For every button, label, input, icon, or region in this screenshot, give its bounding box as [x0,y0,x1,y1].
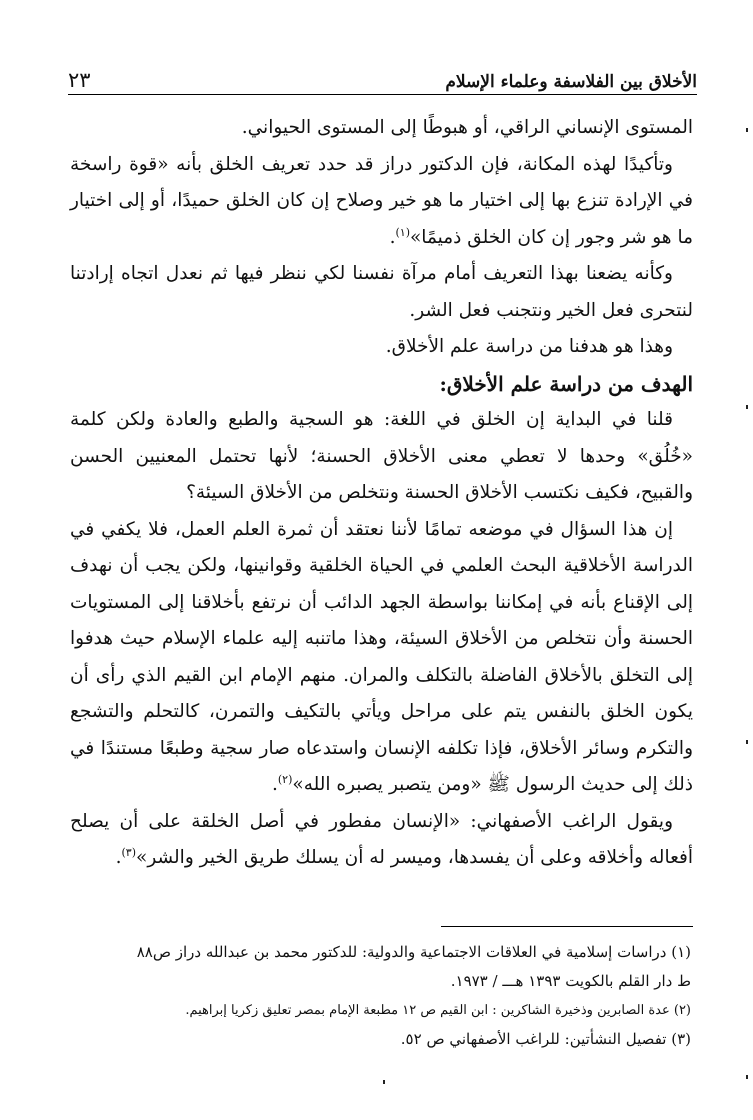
paragraph-7: ويقول الراغب الأصفهاني: «الإنسان مفطور في أصل الخلقة على أن يصلح أفعاله وأخلاقه وعلى أن يفسدها، وميسر له أن يسلك طريق الخير والشر»$^{(٣)}$. [70,810,693,868]
scan-edge-mark [746,1075,748,1079]
paragraph-6-text: إن هذا السؤال في موضعه تمامًا لأننا نعتقد أن ثمرة العلم العمل، فلا يكفي في الدراسة الأخلاقية البحث العلمي في الحياة الخلقية وقوانينها، ولكن يجب أن نهدف إلى الإقناع بأنه في إمكاننا بواسطة الجهد الدائب أن نرتفع بأخلاقنا إلى المستويات الحسنة وأن نتخلص من الأخلاق السيئة، وهذا ماتنبه إليه علماء الإسلام حيث هدفوا إلى التخلق بالأخلاق الفاضلة بالتكلف والمران. منهم الإمام ابن القيم الذي رأى أن يكون الخلق بالنفس يتم على مراحل ويأتي بالتكيف والتمرن، كالتحلم والتشجع والتكرم وسائر الأخلاق، فإذا تكلفه الإنسان واستدعاه صار سجية وطبعًا مستندًا في ذلك إلى حديث الرسول ﷺ «ومن يتصبر يصبره الله» [70,518,693,795]
paragraph-5: قلنا في البداية إن الخلق في اللغة: هو السجية والطبع والعادة ولكن كلمة «خُلُق» وحدها لا تعطي معنى الأخلاق الحسنة؛ لأنها تحتمل المعنيين الحسن والقبيح، فكيف نكتسب الأخلاق الحسنة ونتخلص من الأخلاق السيئة؟ [70,409,693,503]
footnote-ref-3: (٣) [121,845,137,859]
paragraph-6: إن هذا السؤال في موضعه تمامًا لأننا نعتقد أن ثمرة العلم العمل، فلا يكفي في الدراسة الأخلاقية البحث العلمي في الحياة الخلقية وقوانينها، ولكن يجب أن نهدف إلى الإقناع بأنه في إمكاننا بواسطة الجهد الدائب أن نرتفع بأخلاقنا إلى المستويات الحسنة وأن نتخلص من الأخلاق السيئة، وهذا ماتنبه إليه علماء الإسلام حيث هدفوا إلى التخلق بالأخلاق الفاضلة بالتكلف والمران. منهم الإمام ابن القيم الذي رأى أن يكون الخلق بالنفس يتم على مراحل ويأتي بالتكيف والتمرن، كالتحلم والتشجع والتكرم وسائر الأخلاق، فإذا تكلفه الإنسان واستدعاه صار سجية وطبعًا مستندًا في ذلك إلى حديث الرسول ﷺ «ومن يتصبر يصبره الله»$^{(٢)}$. [70,518,693,795]
footnote-divider [441,926,693,927]
scan-edge-mark [383,1080,385,1084]
scan-edge-mark [746,128,748,132]
scan-edge-mark [746,405,748,409]
header-title: الأخلاق بين الفلاسفة وعلماء الإسلام [445,72,697,92]
section-heading: الهدف من دراسة علم الأخلاق: [439,371,693,396]
paragraph-3: وكأنه يضعنا بهذا التعريف أمام مرآة نفسنا لكي ننظر فيها ثم نعدل اتجاه إرادتنا لنتحرى فعل الخير ونتجنب فعل الشر. [70,263,693,321]
page-number: ٢٣ [68,68,91,92]
body-text [70,110,693,877]
footnote-1-line-1: (١) دراسات إسلامية في العلاقات الاجتماعية والدولية: للدكتور محمد بن عبدالله دراز ص٨٨ [136,943,691,961]
paragraph-7-text: ويقول الراغب الأصفهاني: «الإنسان مفطور في أصل الخلقة على أن يصلح أفعاله وأخلاقه وعلى أن يفسدها، وميسر له أن يسلك طريق الخير والشر» [70,810,693,868]
scan-edge-mark [746,740,748,744]
footnote-ref-2: (٢) [277,772,293,786]
footnotes [74,938,691,1054]
footnote-3: (٣) تفصيل النشأتين: للراغب الأصفهاني ص ٥٢. [400,1030,691,1048]
footnote-ref-1: (١) [395,225,410,239]
paragraph-2: وتأكيدًا لهذه المكانة، فإن الدكتور دراز قد حدد تعريف الخلق بأنه «قوة راسخة في الإرادة تنزع بها إلى اختيار ما هو خير وصلاح إن كان الخلق حميدًا، أو إلى اختيار ما هو شر وجور إن كان الخلق ذميمًا»$^{(١)}$. [70,153,693,248]
paragraph-1: المستوى الإنساني الراقي، أو هبوطًا إلى المستوى الحيواني. [241,117,693,138]
running-header [68,56,697,95]
paragraph-4: وهذا هو هدفنا من دراسة علم الأخلاق. [385,336,673,357]
paragraph-2-text: وتأكيدًا لهذه المكانة، فإن الدكتور دراز قد حدد تعريف الخلق بأنه «قوة راسخة في الإرادة تنزع بها إلى اختيار ما هو خير وصلاح إن كان الخلق حميدًا، أو إلى اختيار ما هو شر وجور إن كان الخلق ذميمًا» [70,153,693,248]
footnote-2: (٢) عدة الصابرين وذخيرة الشاكرين : ابن القيم ص ١٢ مطبعة الإمام بمصر تعليق زكريا إبراهيم. [185,1003,691,1018]
footnote-1-line-2: ط دار القلم بالكويت ١٣٩٣ هـــ / ١٩٧٣. [450,972,691,990]
